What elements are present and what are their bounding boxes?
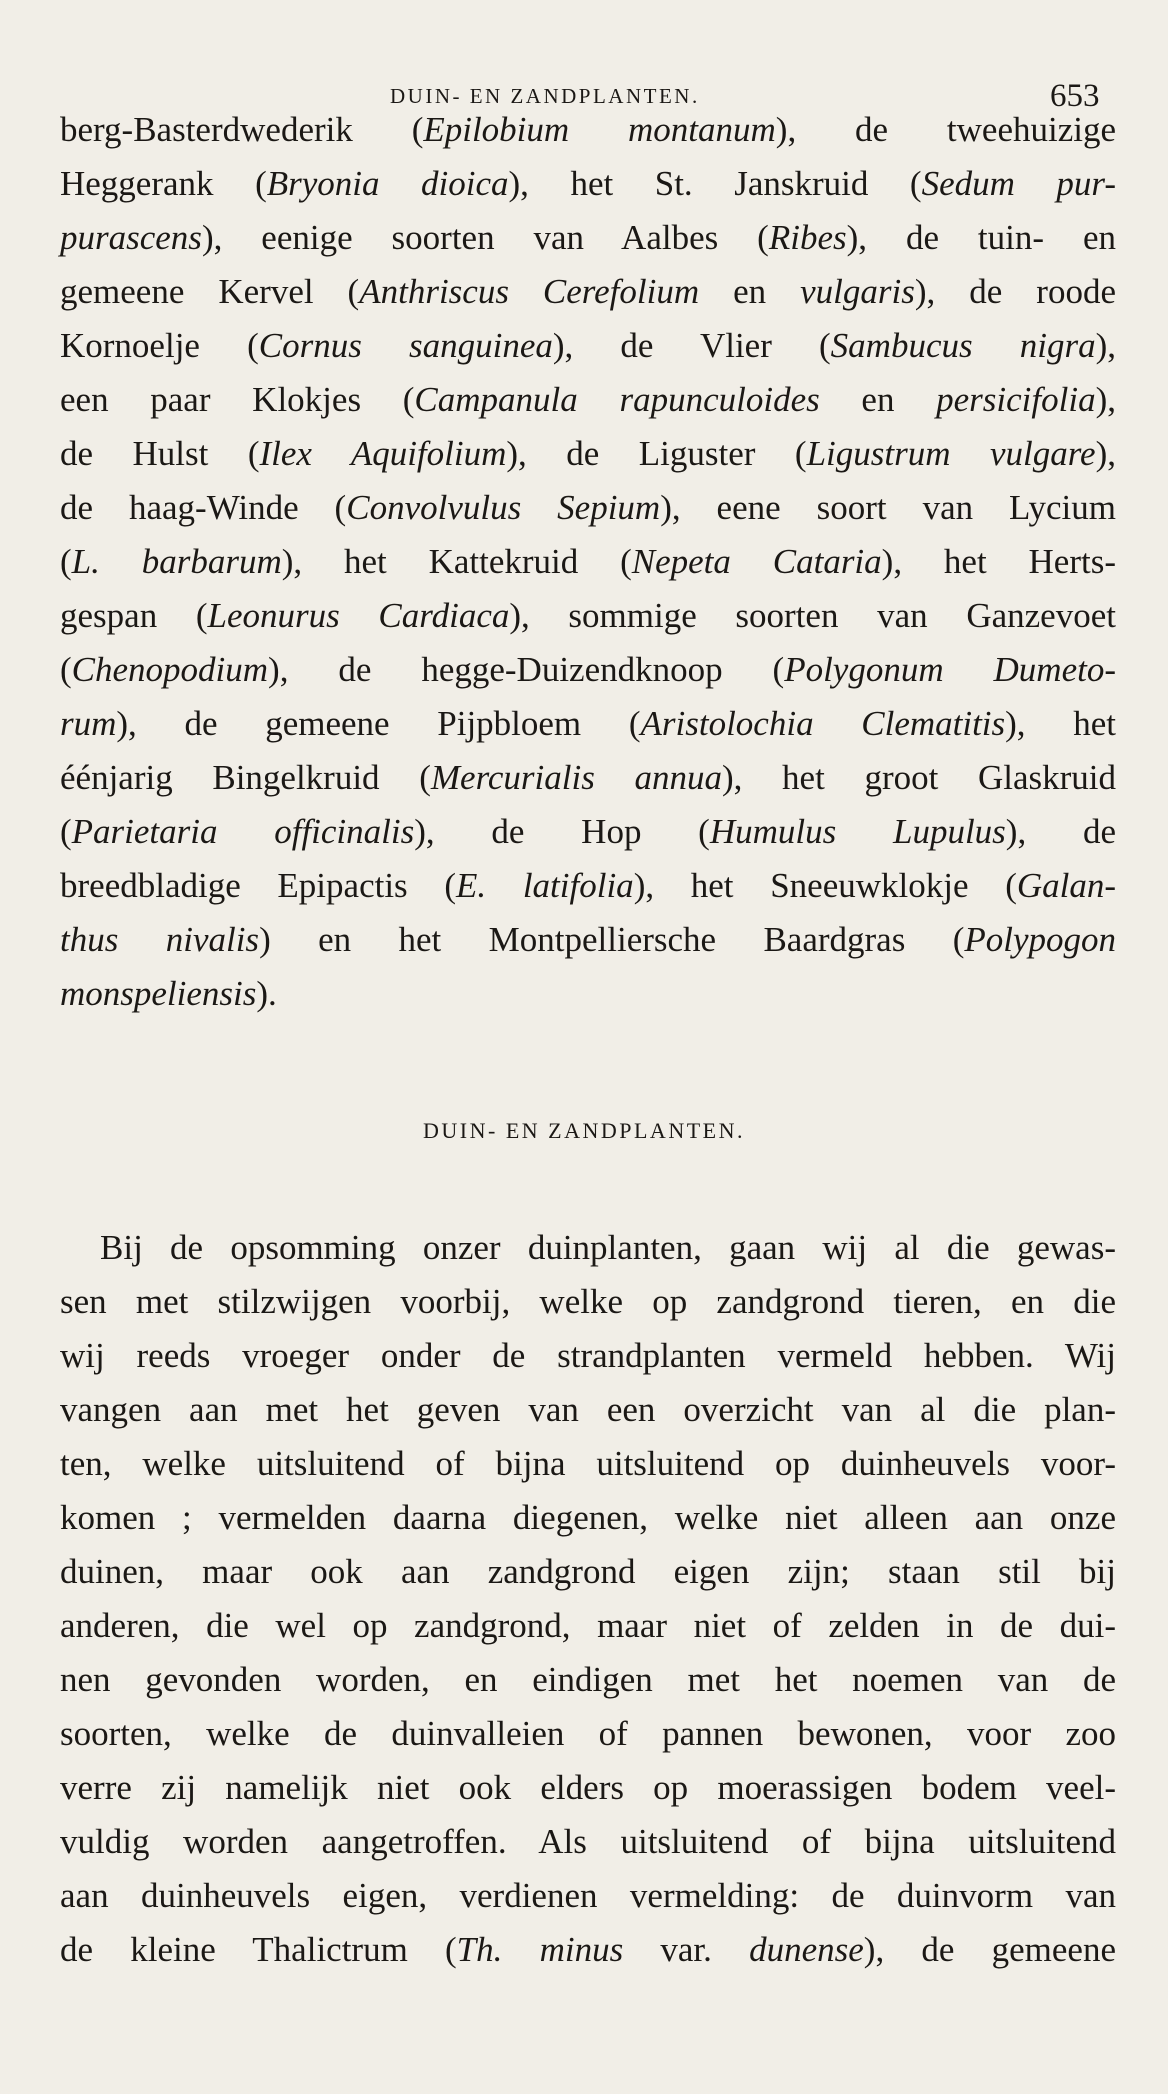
text-run: ), de tuin- en (846, 218, 1116, 257)
text-run: ), de gemeene Pijpbloem ( (116, 704, 641, 743)
text-run: ), het groot Glaskruid (721, 758, 1116, 797)
text-run: de Hulst ( (60, 434, 260, 473)
text-run: Kornoelje ( (60, 326, 259, 365)
text-run: ( (60, 650, 72, 689)
italic-taxon: Convolvulus Sepium (346, 488, 661, 527)
text-run: berg-Basterdwederik ( (60, 110, 424, 149)
text-run: ), eenige soorten van Aalbes ( (201, 218, 769, 257)
italic-taxon: Galan- (1016, 866, 1117, 905)
italic-taxon: Anthriscus Cerefolium (359, 272, 700, 311)
italic-taxon: rum (60, 704, 117, 743)
text-run: ), de gemeene (863, 1930, 1116, 1969)
text-line (60, 486, 1116, 530)
italic-taxon: Epilobium montanum (423, 110, 776, 149)
italic-taxon: vulgaris (800, 272, 915, 311)
italic-taxon: persicifolia (936, 380, 1096, 419)
text-line (60, 648, 1116, 692)
italic-taxon: Aristolochia Clematitis (640, 704, 1006, 743)
text-run: ), het St. Janskruid ( (508, 164, 922, 203)
text-run: éénjarig Bingelkruid ( (60, 758, 431, 797)
text-run: ), (1095, 380, 1116, 419)
text-line (60, 162, 1116, 206)
text-run: ), het (1005, 704, 1117, 743)
italic-taxon: Ilex Aquifolium (259, 434, 507, 473)
text-line: nen gevonden worden, en eindigen met het noemen van de (60, 1660, 1116, 1699)
italic-taxon: Parietaria officinalis (71, 812, 415, 851)
italic-taxon: Ligustrum vulgare (806, 434, 1096, 473)
italic-taxon: thus nivalis (60, 920, 260, 959)
italic-taxon: Mercurialis annua (430, 758, 722, 797)
text-line (60, 108, 1116, 152)
text-run: en (699, 272, 801, 311)
text-line: ten, welke uitsluitend of bijna uitsluitend op duinheuvels voor- (60, 1444, 1116, 1483)
text-run: var. (623, 1930, 750, 1969)
text-run: ), eene soort van Lycium (660, 488, 1116, 527)
text-line (60, 216, 1116, 260)
text-run: ), de Liguster ( (506, 434, 807, 473)
text-run: ), de Vlier ( (552, 326, 831, 365)
text-run: ), de Hop ( (414, 812, 710, 851)
text-line: anderen, die wel op zandgrond, maar niet of zelden in de dui- (60, 1606, 1116, 1645)
italic-taxon: Nepeta Cataria (631, 542, 882, 581)
text-line (60, 864, 1116, 908)
text-run: de haag-Winde ( (60, 488, 347, 527)
page-number: 653 (1050, 78, 1100, 114)
text-run: gemeene Kervel ( (60, 272, 360, 311)
text-line (60, 972, 1116, 1016)
text-line (60, 702, 1116, 746)
text-run: ), de tweehuizige (775, 110, 1116, 149)
italic-taxon: Bryonia dioica (266, 164, 509, 203)
text-run: ), de (1005, 812, 1116, 851)
text-line: duinen, maar ook aan zandgrond eigen zijn; staan stil bij (60, 1552, 1116, 1591)
text-run: ) en het Montpelliersche Baardgras ( (259, 920, 965, 959)
text-run: en (819, 380, 937, 419)
text-run: de kleine Thalictrum ( (60, 1930, 457, 1969)
text-run: breedbladige Epipactis ( (60, 866, 457, 905)
text-line: aan duinheuvels eigen, verdienen vermelding: de duinvorm van (60, 1876, 1116, 1915)
text-line: verre zij namelijk niet ook elders op moerassigen bodem veel- (60, 1768, 1116, 1807)
text-line (60, 324, 1116, 368)
italic-taxon: Chenopodium (71, 650, 269, 689)
text-run: ), (1095, 434, 1116, 473)
text-line (60, 594, 1116, 638)
text-line: vuldig worden aangetroffen. Als uitsluitend of bijna uitsluitend (60, 1822, 1116, 1861)
text-line (60, 378, 1116, 422)
text-line (60, 540, 1116, 584)
section-heading: DUIN- EN ZANDPLANTEN. (423, 1118, 745, 1143)
text-run: ), (1095, 326, 1116, 365)
italic-taxon: Leonurus Cardiaca (207, 596, 510, 635)
text-line: vangen aan met het geven van een overzicht van al die plan- (60, 1390, 1116, 1429)
text-line: Bij de opsomming onzer duinplanten, gaan wij al die gewas- (100, 1228, 1116, 1267)
italic-taxon: Polygonum Dumeto- (784, 650, 1117, 689)
text-line (60, 918, 1116, 962)
italic-taxon: L. barbarum (71, 542, 282, 581)
text-run: ), het Herts- (881, 542, 1116, 581)
text-run: ), sommige soorten van Ganzevoet (509, 596, 1116, 635)
italic-taxon: Humulus Lupulus (709, 812, 1006, 851)
italic-taxon: dunense (749, 1930, 864, 1969)
text-line: komen ; vermelden daarna diegenen, welke niet alleen aan onze (60, 1498, 1116, 1537)
italic-taxon: Ribes (768, 218, 847, 257)
text-run: ), het Kattekruid ( (281, 542, 632, 581)
text-line (60, 1928, 1116, 1972)
text-run: gespan ( (60, 596, 208, 635)
italic-taxon: monspeliensis (60, 974, 257, 1013)
running-head-title: DUIN- EN ZANDPLANTEN. (390, 84, 700, 108)
text-line (60, 432, 1116, 476)
text-run: ). (256, 974, 277, 1013)
text-line: wij reeds vroeger onder de strandplanten vermeld hebben. Wij (60, 1336, 1116, 1375)
text-line (60, 270, 1116, 314)
text-run: ( (60, 542, 72, 581)
italic-taxon: Th. minus (456, 1930, 624, 1969)
text-run: ( (60, 812, 72, 851)
italic-taxon: Campanula rapunculoides (414, 380, 820, 419)
italic-taxon: E. latifolia (456, 866, 634, 905)
text-line: sen met stilzwijgen voorbij, welke op zandgrond tieren, en die (60, 1282, 1116, 1321)
text-line (60, 810, 1116, 854)
italic-taxon: Polypogon (964, 920, 1116, 959)
text-run: ), het Sneeuwklokje ( (633, 866, 1017, 905)
text-line: soorten, welke de duinvalleien of pannen bewonen, voor zoo (60, 1714, 1116, 1753)
text-run: een paar Klokjes ( (60, 380, 415, 419)
italic-taxon: Sambucus nigra (830, 326, 1096, 365)
text-run: ), de roode (914, 272, 1116, 311)
text-run: ), de hegge-Duizendknoop ( (268, 650, 785, 689)
italic-taxon: purascens (60, 218, 202, 257)
text-line (60, 756, 1116, 800)
italic-taxon: Sedum pur- (921, 164, 1116, 203)
text-run: Heggerank ( (60, 164, 267, 203)
italic-taxon: Cornus sanguinea (258, 326, 553, 365)
